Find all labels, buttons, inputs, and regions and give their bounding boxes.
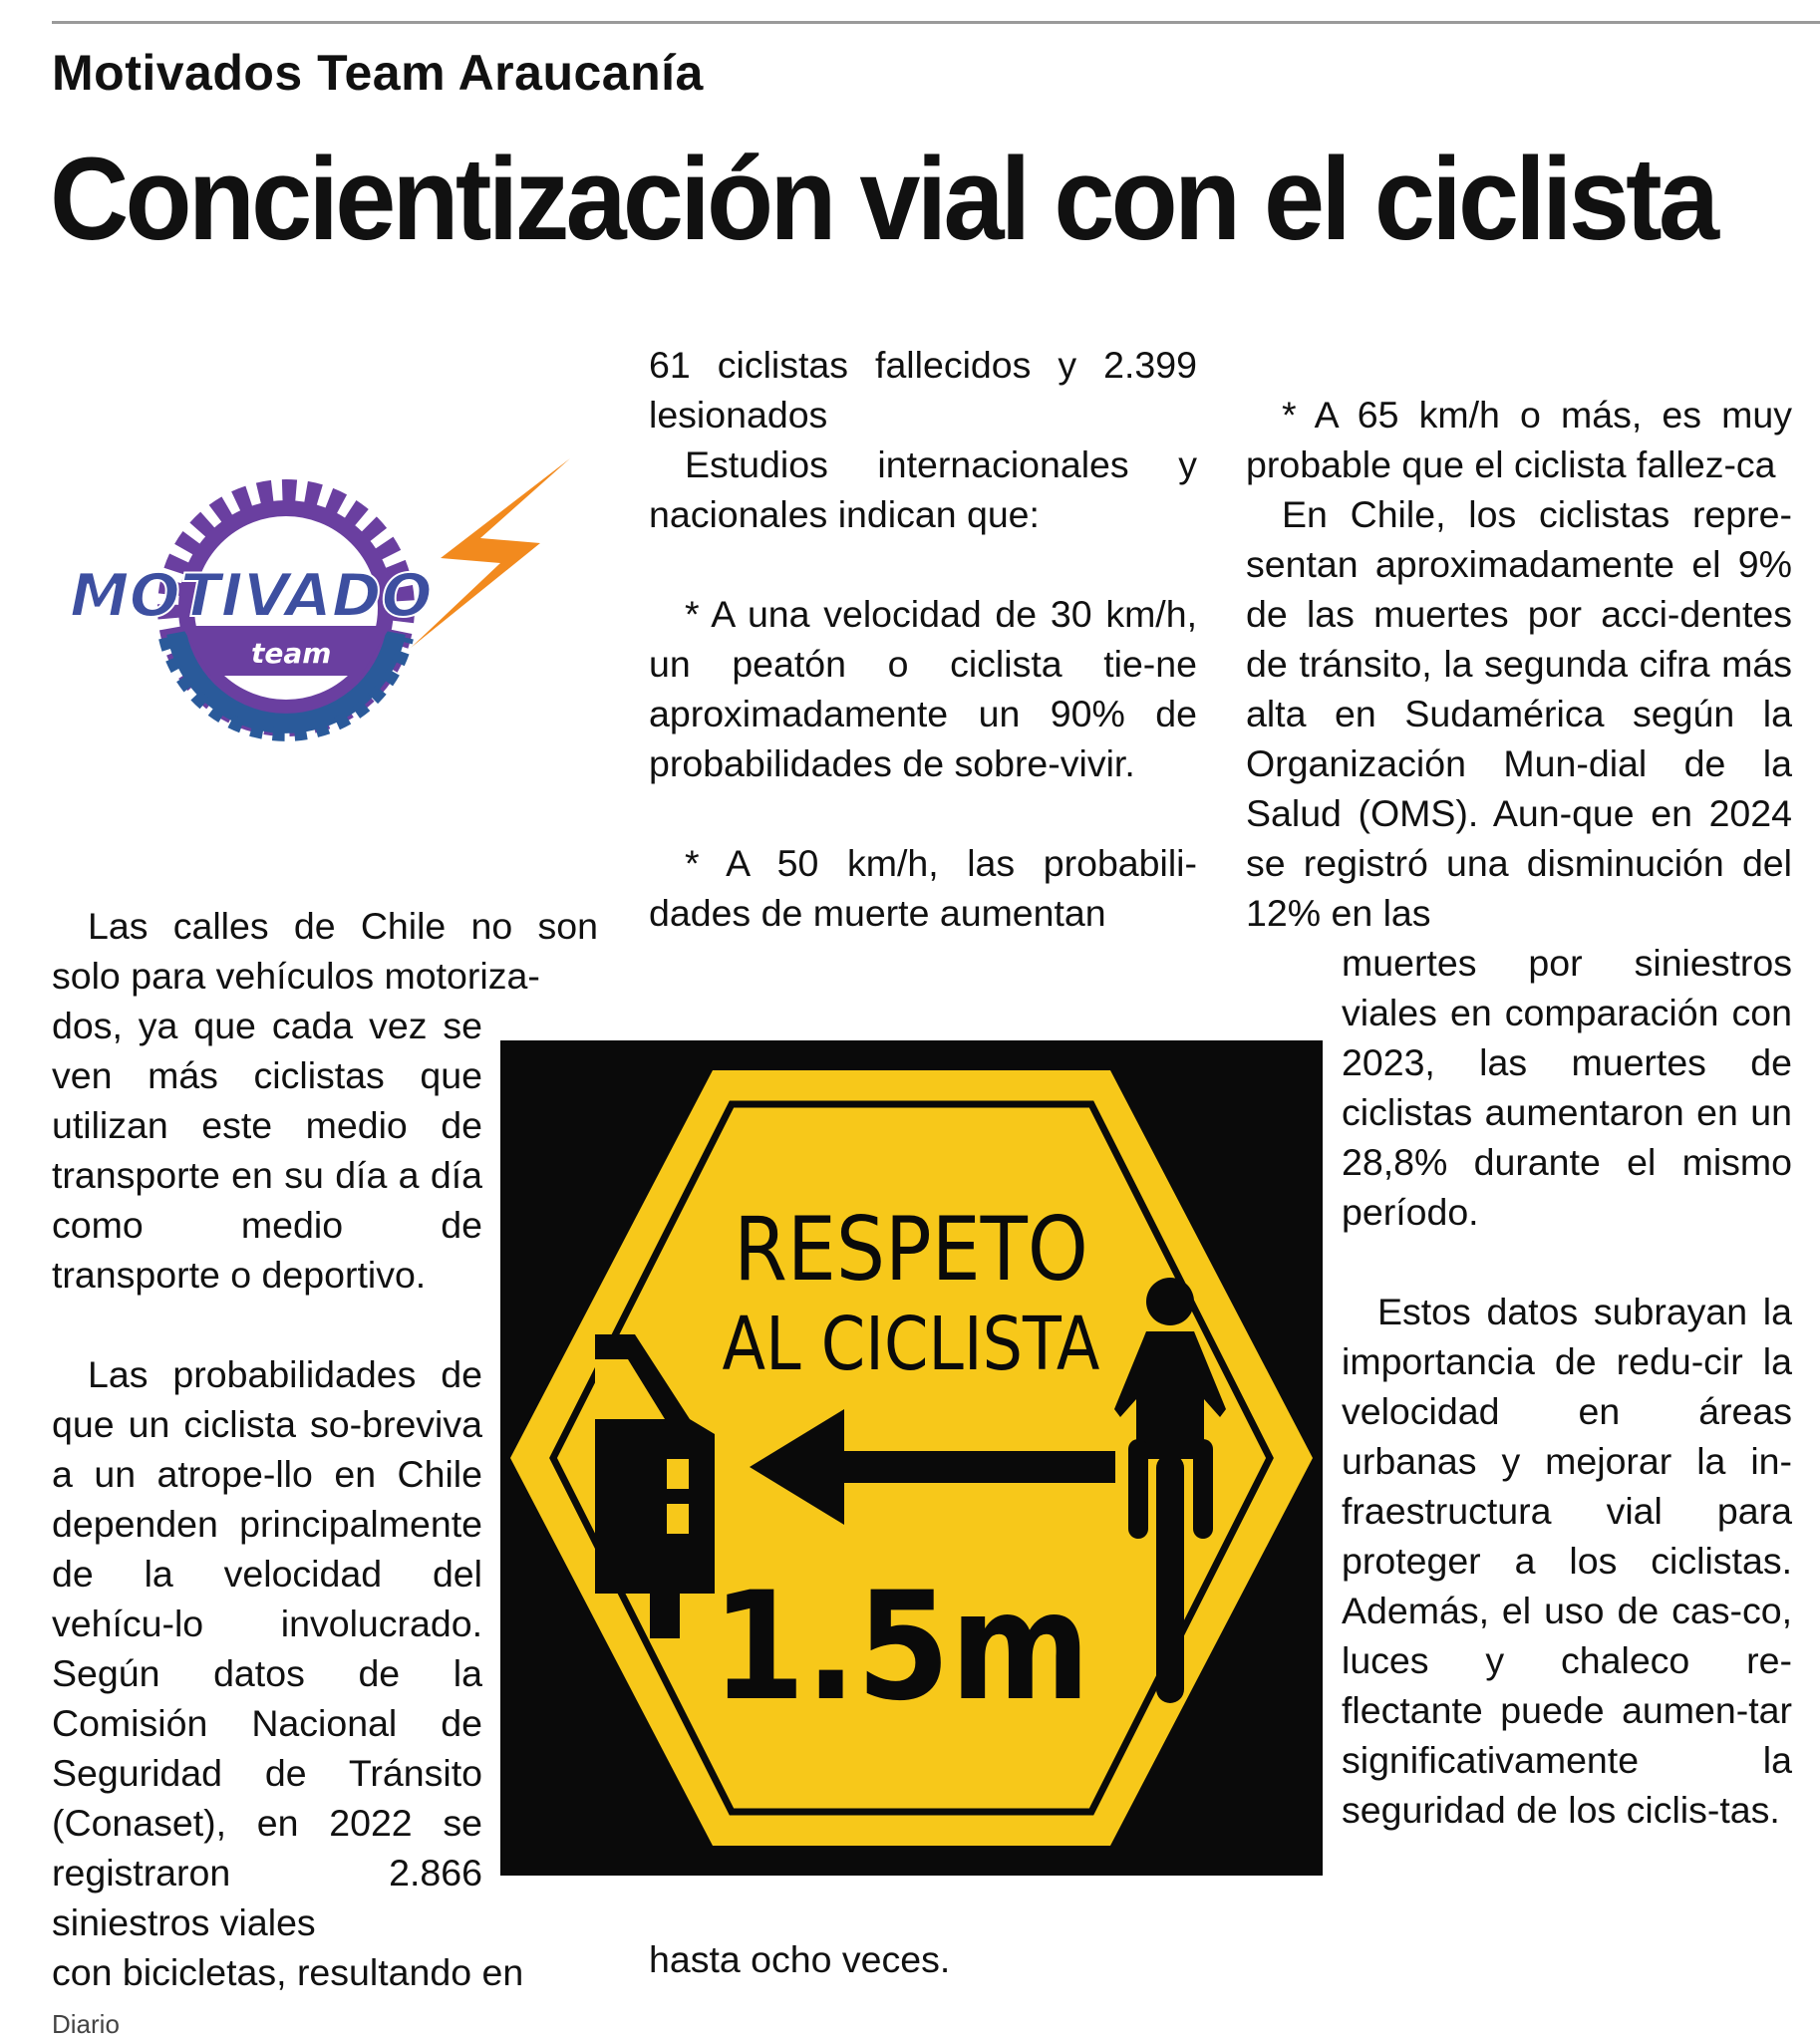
sign-line-1: RESPETO: [734, 1198, 1088, 1302]
paragraph: Las calles de Chile no son solo para vehículos motoriza-: [52, 905, 598, 997]
paragraph: * A 50 km/h, las probabili-dades de muerte aumentan: [649, 842, 1197, 934]
paragraph: En Chile, los ciclistas repre-sentan aproximadamente el 9% de las muertes por acci-dentes de tránsito, la segunda cifra más alta en Sudamérica según la Organización Mun-dial de la Salud (OMS). Aun-que en 2024 se registró una disminución del 12% en las: [1246, 493, 1792, 934]
paragraph: Las probabilidades de que un ciclista so-breviva a un atrope-llo en Chile dependen principalmente de la velocidad del vehícu-lo involucrado. Según datos de la Comisión Nacional de Seguridad de Tránsito (Conaset), en 2022 se registraron 2.866 siniestros viales: [52, 1353, 482, 1943]
paragraph: con bicicletas, resultando en: [52, 1951, 524, 1993]
logo-sub-text: team: [251, 637, 332, 670]
article-column-3: [1246, 390, 1792, 1835]
article-column-2-continued: [649, 1934, 1197, 1984]
sign-distance: 1.5m: [712, 1560, 1090, 1734]
footer-label: Diario: [52, 2009, 120, 2039]
paragraph: * A 65 km/h o más, es muy probable que el ciclista fallez-ca: [1246, 394, 1792, 485]
paragraph: Estos datos subrayan la importancia de redu-cir la velocidad en áreas urbanas y mejorar la in-fraestructura vial para proteger a los ciclistas. Además, el uso de cas-co, luces y chaleco re-flectante puede aumen-tar significativamente la seguridad de los ciclis-tas.: [1342, 1291, 1792, 1831]
top-rule: [52, 21, 1820, 24]
respeto-ciclista-sign: [500, 1040, 1323, 1876]
paragraph: muertes por siniestros viales en comparación con 2023, las muertes de ciclistas aumentaron en un 28,8% durante el mismo período.: [1342, 942, 1792, 1233]
sign-line-2: AL CICLISTA: [722, 1302, 1100, 1388]
paragraph: Estudios internacionales y nacionales indican que:: [649, 443, 1197, 535]
paragraph: dos, ya que cada vez se ven más ciclistas que utilizan este medio de transporte en su día a día como medio de transporte o deportivo.: [52, 1005, 482, 1296]
lightning-icon: [411, 458, 570, 648]
section-label: Motivados Team Araucanía: [52, 45, 704, 101]
paragraph: 61 ciclistas fallecidos y 2.399 lesionados: [649, 344, 1197, 436]
logo-brand-text: MOTIVADO: [70, 561, 433, 631]
page-title: Concientización vial con el ciclista: [50, 134, 1716, 265]
motivados-logo: [62, 438, 580, 777]
article-column-2: [649, 340, 1197, 938]
paragraph: * A una velocidad de 30 km/h, un peatón o ciclista tie-ne aproximadamente un 90% de probabilidades de sobre-vivir.: [649, 593, 1197, 784]
paragraph: hasta ocho veces.: [649, 1938, 951, 1980]
